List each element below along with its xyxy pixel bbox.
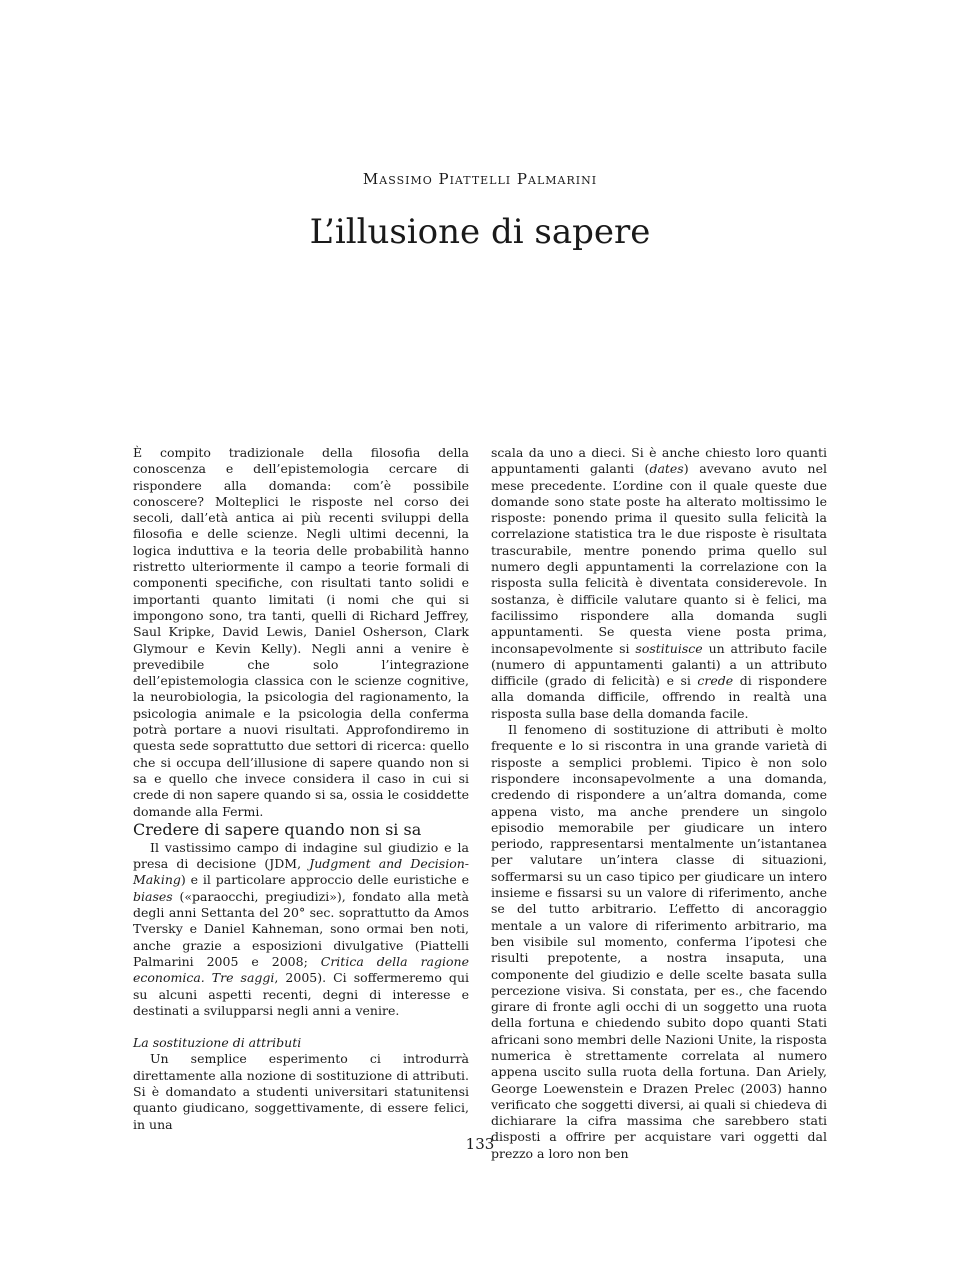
intro-paragraph: È compito tradizionale della filosofia della conoscenza e dell’epistemologia cercare di rispondere alla domanda: com’è possibile conoscere? Molteplici le risposte nel corso dei secoli, dall’età antica ai più recenti sviluppi della filosofia e delle scienze. Negli ultimi decenni, la logica induttiva e la teoria delle probabilità hanno ristretto ulteriormente il campo a teorie formali di componenti specifiche, con risultati tanto solidi e importanti quanto limitati (i nomi che qui si impongono sono, tra tanti, quelli di Richard Jeffrey, Saul Kripke, David Lewis, Daniel Osherson, Clark Glymour e Kevin Kelly). Negli anni a venire è prevedibile che solo l’integrazione dell’epistemologia classica con le scienze cognitive, la neurobiologia, la psicologia del ragionamento, la psicologia animale e la psicologia della conferma potrà portare a nuovi risultati. Approfondiremo in questa sede soprattutto due settori di ricerca: quello che si occupa dell’illusione di sapere quando non si sa e quello che invece considera il caso in cui si crede di non sapere quando si sa, ossia le cosiddette domande alla Fermi. (133, 445, 469, 819)
article-title: L’illusione di sapere (309, 212, 651, 252)
italic-term: biases (133, 888, 173, 904)
subsection-paragraph: Un semplice esperimento ci introdurrà direttamente alla nozione di sostituzione di attributi. Si è domandato a studenti universitari statunitensi quanto giudicano, soggettivamente, di essere felici, in una (133, 1051, 469, 1132)
text-run: ) avevano avuto nel mese precedente. L’ordine con il quale queste due domande sono state poste ha alterato moltissimo le risposte: ponendo prima il quesito sulla felicità la correlazione statistica tra le due risposte è risultata trascurabile, mentre ponendo prima quello sul numero degli appuntamenti la correlazione con la risposta sulla felicità è diventata considerevole. In sostanza, è difficile valutare quanto si è felici, ma facilissimo rispondere alla domanda sugli appuntamenti. Se questa viene posta prima, inconsapevolmente si (491, 461, 828, 656)
continued-paragraph (491, 445, 827, 722)
italic-term: sostituisce (635, 640, 703, 656)
text-run: di rispondere alla domanda difficile, offrendo in realtà una risposta sulla base della domanda facile. (491, 673, 827, 721)
text-run: , 2005). Ci soffermeremo qui su alcuni aspetti recenti, degni di interesse e destinati a svilupparsi negli anni a venire. (133, 970, 469, 1018)
right-column (491, 445, 827, 1162)
left-column (133, 445, 469, 1133)
italic-term: crede (697, 673, 734, 689)
text-run: («paraocchi, pregiudizi»), fondato alla metà degli anni Settanta del 20° sec. soprattutto da Amos Tversky e Daniel Kahneman, sono ormai ben noti, anche grazie a esposizioni divulgative (Piattelli Palmarini 2005 e 2008; (133, 888, 469, 969)
italic-term: Critica della ragione economica. Tre saggi (133, 953, 469, 986)
italic-term: dates (649, 461, 684, 477)
body-paragraph: Il fenomeno di sostituzione di attributi è molto frequente e lo si riscontra in una grande varietà di risposte a semplici problemi. Tipico è non solo rispondere inconsapevolmente a una domanda, credendo di rispondere a un’altra domanda, come appena visto, ma anche prendere un singolo episodio memorabile per giudicare un intero periodo, rappresentarsi mentalmente un’istantanea per valutare un’intera classe di situazioni, soffermarsi su un caso tipico per giudicare un intero insieme e fissarsi su un valore di riferimento, anche se del tutto arbitrario. L’effetto di ancoraggio mentale a un valore di riferimento arbitrario, ma ben visibile sul momento, conferma l’ipotesi che risulti prepotente, a nostra insaputa, una componente del giudizio e delle scelte basata sulla percezione visiva. Si constata, per es., che facendo girare di fronte agli occhi di un soggetto una ruota della fortuna e chiedendo subito dopo quanti Stati africani sono membri delle Nazioni Unite, la risposta numerica è strettamente correlata al numero appena uscito sulla ruota della fortuna. Dan Ariely, George Loewenstein e Drazen Prelec (2003) hanno verificato che soggetti diversi, ai quali si chiedeva di dichiarare la cifra massima che sarebbero stati disposti a offrire per acquistare vari oggetti dal prezzo a loro non ben (491, 722, 827, 1161)
section-heading: Credere di sapere quando non si sa (133, 819, 422, 839)
page-number: 133 (465, 1135, 495, 1153)
section-paragraph (133, 840, 469, 1019)
text-run: scala da uno a dieci. Si è anche chiesto loro quanti appuntamenti galanti ( (491, 445, 827, 477)
text-run: un attributo facile (numero di appuntamenti galanti) a un attributo difficile (grado di felicità) e si (491, 640, 827, 689)
italic-term: Judgment and Decision-Making (133, 856, 469, 888)
subsection-heading: La sostituzione di attributi (133, 1035, 302, 1051)
text-run: ) e il particolare approccio delle euristiche e (180, 872, 469, 888)
author-name: Massimo Piattelli Palmarini (362, 170, 598, 188)
text-run: Il vastissimo campo di indagine sul giudizio e la presa di decisione (JDM, (133, 839, 469, 872)
